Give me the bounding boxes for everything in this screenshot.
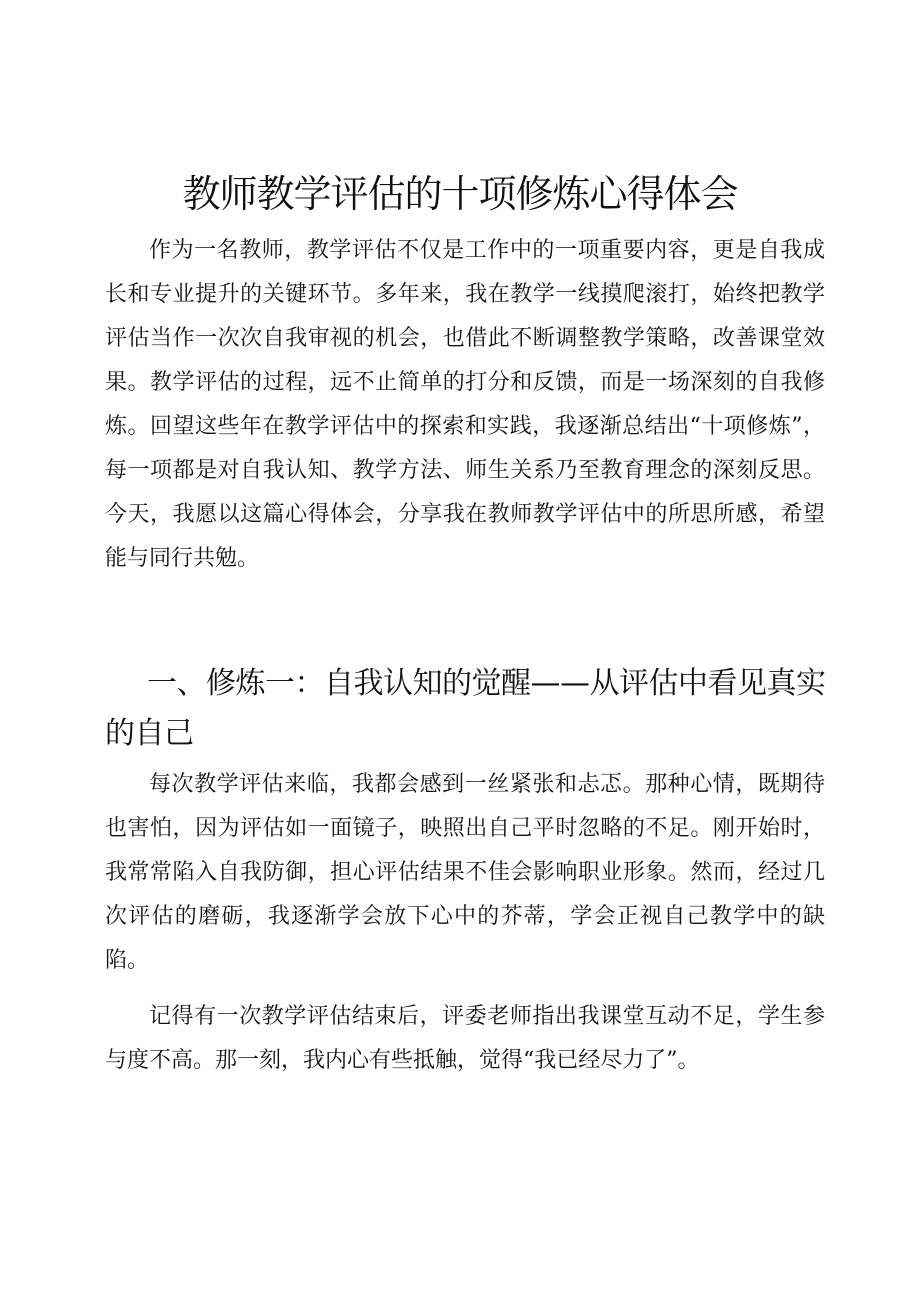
section-paragraph: 每次教学评估来临，我都会感到一丝紧张和忐忑。那种心情，既期待也害怕，因为评估如一面镜子，映照出自己平时忽略的不足。刚开始时，我常常陷入自我防御，担心评估结果不佳会影响职业形象。然而，经过几次评估的磨砺，我逐渐学会放下心中的芥蒂，学会正视自己教学中的缺陷。: [105, 772, 825, 973]
section-heading: 一、修炼一：自我认知的觉醒——从评估中看见真实的自己: [105, 666, 826, 751]
document-title: 教师教学评估的十项修炼心得体会: [182, 172, 738, 216]
section-paragraph: 记得有一次教学评估结束后，评委老师指出我课堂互动不足，学生参与度不高。那一刻，我内心有些抵触，觉得“我已经尽力了”。: [105, 1004, 825, 1073]
intro-paragraph: 作为一名教师，教学评估不仅是工作中的一项重要内容，更是自我成长和专业提升的关键环节。多年来，我在教学一线摸爬滚打，始终把教学评估当作一次次自我审视的机会，也借此不断调整教学策略，改善课堂效果。教学评估的过程，远不止简单的打分和反馈，而是一场深刻的自我修炼。回望这些年在教学评估中的探索和实践，我逐渐总结出“十项修炼”，每一项都是对自我认知、教学方法、师生关系乃至教育理念的深刻反思。今天，我愿以这篇心得体会，分享我在教师教学评估中的所思所感，希望能与同行共勉。: [105, 238, 825, 571]
